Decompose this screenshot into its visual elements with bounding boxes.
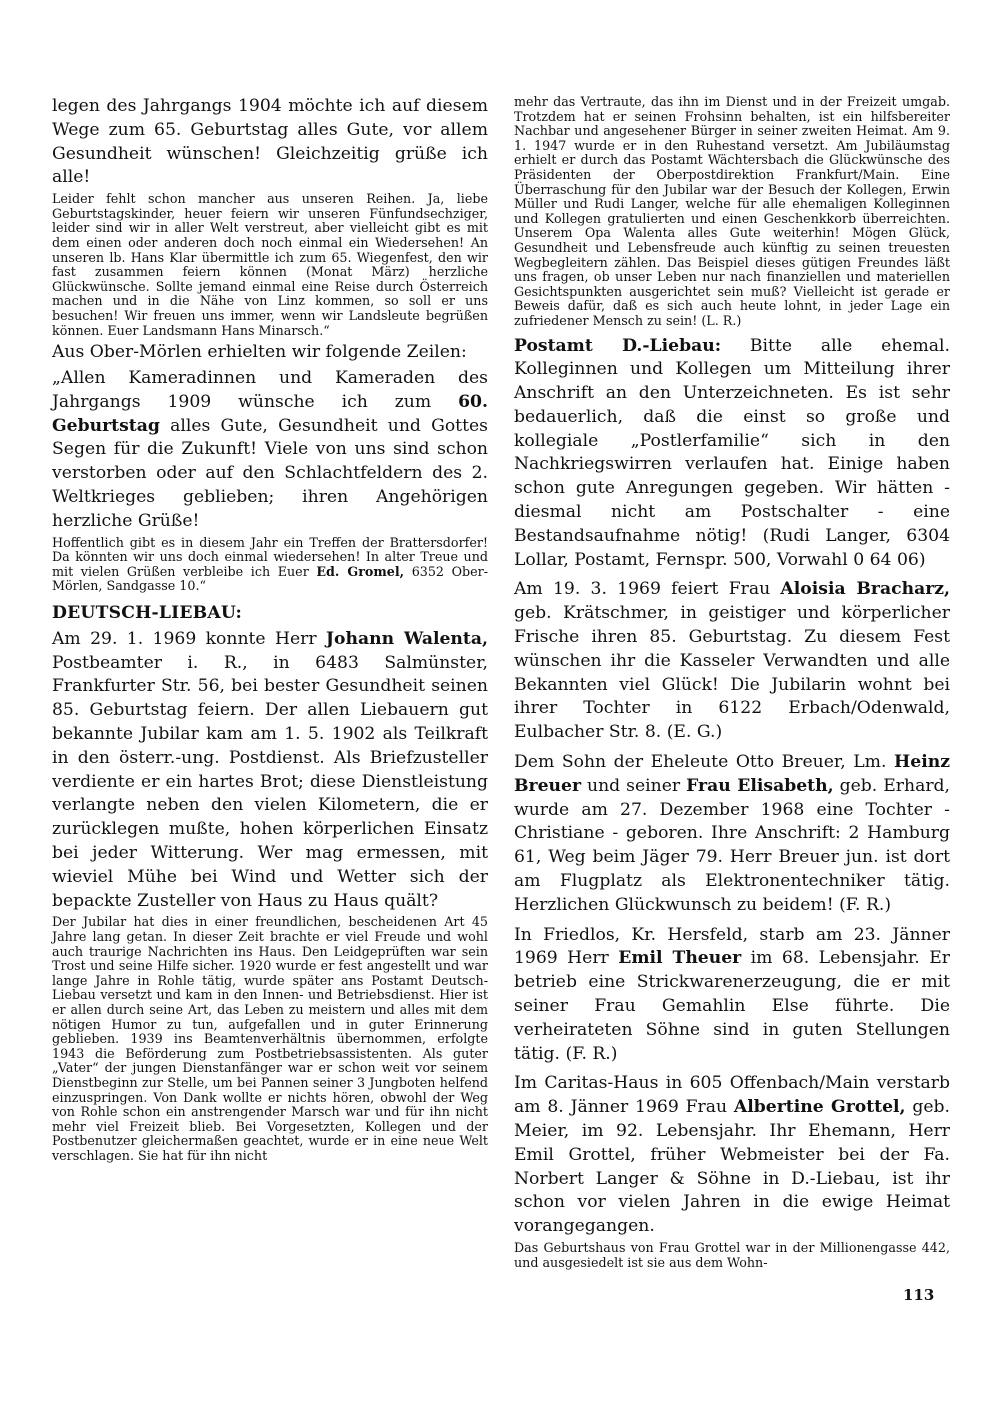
text-run: Dem Sohn der Eheleute Otto Breuer, Lm. — [514, 752, 895, 773]
section-heading-deutsch-liebau: DEUTSCH-LIEBAU: — [52, 602, 243, 623]
bold-run: Albertine Grottel, — [733, 1097, 906, 1118]
text-run: Bitte alle ehemal. Kolleginnen und Kollegen um Mitteilung ihrer Anschrift an den Unterzeichneten. Es ist sehr bedauerlich, daß die einst so große und kollegiale „Postlerfamilie“ sich in den Nachkriegswirren verlaufen hat. Einige haben schon gute Anregungen gegeben. Wir hätten - diesmal nicht am Postschalter - eine Bestandsaufnahme nötig! (Rudi Langer, 6304 Lollar, Postamt, Fernspr. 500, Vorwahl 0 64 06) — [514, 335, 950, 570]
bold-run: Postamt D.-Liebau: — [514, 335, 722, 356]
bold-run: Heinz Breuer — [514, 752, 950, 796]
paragraph-heinz-breuer — [514, 751, 950, 918]
text-run: In Friedlos, Kr. Hersfeld, starb am 23. Jänner 1969 Herr — [514, 924, 950, 969]
text-run: im 68. Lebensjahr. Er betrieb eine Strickwarenerzeugung, die er mit seiner Frau Gemahlin Else führte. Die verheirateten Söhne sind in guten Stellungen tätig. (F. R.) — [514, 948, 950, 1064]
paragraph-ober-moerlen-intro: Aus Ober-Mörlen erhielten wir folgende Zeilen: — [52, 342, 467, 363]
paragraph-jahrgang-1904: legen des Jahrgangs 1904 möchte ich auf diesem Wege zum 65. Geburtstag alles Gute, vor allem Gesundheit wünschen! Gleichzeitig grüße ich alle! — [52, 96, 488, 188]
text-run: geb. Krätschmer, in geistiger und körperlicher Frische ihren 85. Geburtstag. Zu diesem Fest wünschen ihr die Kasseler Verwandten und alle Bekannten viel Glück! Die Jubilarin wohnt bei ihrer Tochter in 6122 Erbach/Odenwald, Eulbacher Str. 8. (E. G.) — [514, 603, 950, 743]
right-column — [514, 95, 950, 1273]
bold-run: Emil Theuer — [618, 948, 742, 969]
paragraph-albertine-grottel — [514, 1072, 950, 1239]
text-run: 6352 Ober-Mörlen, Sandgasse 10.“ — [52, 563, 488, 594]
text-run: Am 19. 3. 1969 feiert Frau — [514, 579, 781, 600]
bold-run: Johann Walenta, — [325, 628, 488, 649]
text-run: Im Caritas-Haus in 605 Offenbach/Main verstarb am 8. Jänner 1969 Frau — [514, 1073, 950, 1118]
text-run: Hoffentlich gibt es in diesem Jahr ein Treffen der Brattersdorfer! Da könnten wir uns doch einmal wiedersehen! In alter Treue und mit vielen Grüßen verbleibe ich Euer — [52, 534, 488, 579]
bold-run: Frau Elisabeth, — [686, 775, 834, 796]
text-run: und seiner — [581, 775, 687, 796]
paragraph-jubilar-career: Der Jubilar hat dies in einer freundlichen, bescheidenen Art 45 Jahre lang getan. In dieser Zeit brachte er viel Freude und wohl auch traurige Nachrichten ins Haus. Den Leidgeprüften war sein Trost und seine Hilfe sicher. 1920 wurde er fest angestellt und war lange Jahre in Rohle tätig, wurde später ans Postamt Deutsch-Liebau versetzt und kam in den Innen- und Betriebsdienst. Hier ist er allen durch seine Art, das Leben zu meistern und alles mit dem nötigen Humor zu tun, aufgefallen und in guter Erinnerung geblieben. 1939 ins Beamtenverhältnis übernommen, erfolgte 1943 die Beförderung zum Postbetriebsassistenten. Als guter „Vater“ der jungen Dienstanfänger war er schon weit vor seinem Dienstbeginn zur Stelle, um bei Pannen seiner 3 Jungboten helfend einzuspringen. Von Dank wollte er nichts hören, obwohl der Weg von Rohle schon ein anstrengender Marsch war und für ihn nicht mehr viel Freizeit blieb. Bei Vorgesetzten, Kollegen und der Postbenutzer gleichermaßen geachtet, wurde er in eine neue Welt verschlagen. Sie hat für ihn nicht — [52, 914, 488, 1163]
left-column — [52, 95, 488, 1167]
text-run: alles Gute, Gesundheit und Gottes Segen für die Zukunft! Viele von uns sind schon verstorben oder auf den Schlachtfeldern des 2. Weltkrieges geblieben; ihren Angehörigen herzliche Grüße! — [52, 415, 488, 531]
paragraph-emil-theuer — [514, 924, 950, 1067]
bold-run: Aloisia Bracharz, — [780, 579, 950, 600]
text-run: „Allen Kameradinnen und Kameraden des Jahrgangs 1909 wünsche ich zum — [52, 367, 488, 412]
paragraph-jahrgang-1909 — [52, 367, 488, 534]
page-number: 113 — [903, 1286, 935, 1304]
text-run: Am 29. 1. 1969 konnte Herr — [52, 628, 326, 649]
paragraph-walenta-continued: mehr das Vertraute, das ihn im Dienst und in der Freizeit umgab. Trotzdem hat er seinen Frohsinn behalten, ist ein hilfsbereiter Nachbar und angesehener Bürger in seiner zweiten Heimat. Am 9. 1. 1947 wurde er in den Ruhestand versetzt. Am Jubiläumstag erhielt er durch das Postamt Wächtersbach die Glückwünsche des Präsidenten der Oberpostdirektion Frankfurt/Main. Eine Überraschung für den Jubilar war der Besuch der Kollegen, Erwin Müller und Rudi Langer, welche für alle ehemaligen Kolleginnen und Kollegen gratulierten und einen Geschenkkorb überreichten. Unserem Opa Walenta alles Gute weiterhin! Mögen Glück, Gesundheit und Lebensfreude auch künftig zu seinen treuesten Wegbegleitern zählen. Das Beispiel dieses gütigen Freundes läßt uns fragen, ob unser Leben nur nach finanziellen und materiellen Gesichtspunkten ausgerichtet sein muß? Vielleicht ist gerade er Beweis dafür, daß es sich auch heute lohnt, in jeder Lage ein zufriedener Mensch zu sein! (L. R.) — [514, 94, 950, 328]
text-run: geb. Erhard, wurde am 27. Dezember 1968 eine Tochter - Christiane - geboren. Ihre Anschrift: 2 Hamburg 61, Weg beim Jäger 79. Herr Breuer jun. ist dort am Flugplatz als Elektronentechniker tätig. Herzlichen Glückwunsch zu beidem! (F. R.) — [514, 775, 951, 915]
bold-run: 60. Geburtstag — [52, 391, 488, 436]
bold-run: Ed. Gromel, — [316, 563, 405, 579]
paragraph-johann-walenta — [52, 628, 488, 914]
paragraph-letter-gromel — [52, 536, 488, 594]
text-run: Postbeamter i. R., in 6483 Salmünster, Frankfurter Str. 56, bei bester Gesundheit seinen 85. Geburtstag feiern. Der allen Liebauern gut bekannte Jubilar kam am 1. 5. 1902 als Teilkraft in den österr.-ung. Postdienst. Als Briefzusteller verdiente er ein hartes Brot; diese Dienstleistung verlangte neben den vielen Kilometern, die er zurücklegen mußte, hohen körperlichen Einsatz bei jeder Witterung. Wer mag ermessen, mit wieviel Mühe bei Wind und Wetter sich der bepackte Zusteller von Haus zu Haus quält? — [52, 652, 488, 911]
paragraph-geburtshaus-grottel: Das Geburtshaus von Frau Grottel war in der Millionengasse 442, und ausgesiedelt ist sie aus dem Wohn- — [514, 1239, 950, 1270]
text-run: geb. Meier, im 92. Lebensjahr. Ihr Ehemann, Herr Emil Grottel, früher Webmeister bei der Fa. Norbert Langer & Söhne in D.-Liebau, ist ihr schon vor vielen Jahren in die ewige Heimat vorangegangen. — [514, 1097, 951, 1237]
paragraph-aloisia-bracharz — [514, 578, 950, 745]
paragraph-letter-minarsch: Leider fehlt schon mancher aus unseren Reihen. Ja, liebe Geburtstagskinder, heuer feiern wir unseren Fünfundsechziger, leider sind wir in aller Welt verstreut, aber vielleicht gibt es mit dem einen oder anderen doch noch einmal ein Wiedersehen! An unseren lb. Hans Klar übermittle ich zum 65. Wiegenfest, den wir fast zusammen feiern können (Monat März) herzliche Glückwünsche. Sollte jemand einmal eine Reise durch Österreich machen und in die Nähe von Linz kommen, so soll er uns besuchen! Wir freuen uns immer, wenn wir Landsleute begrüßen können. Euer Landsmann Hans Minarsch.“ — [52, 191, 488, 338]
paragraph-postamt-liebau — [514, 335, 950, 573]
